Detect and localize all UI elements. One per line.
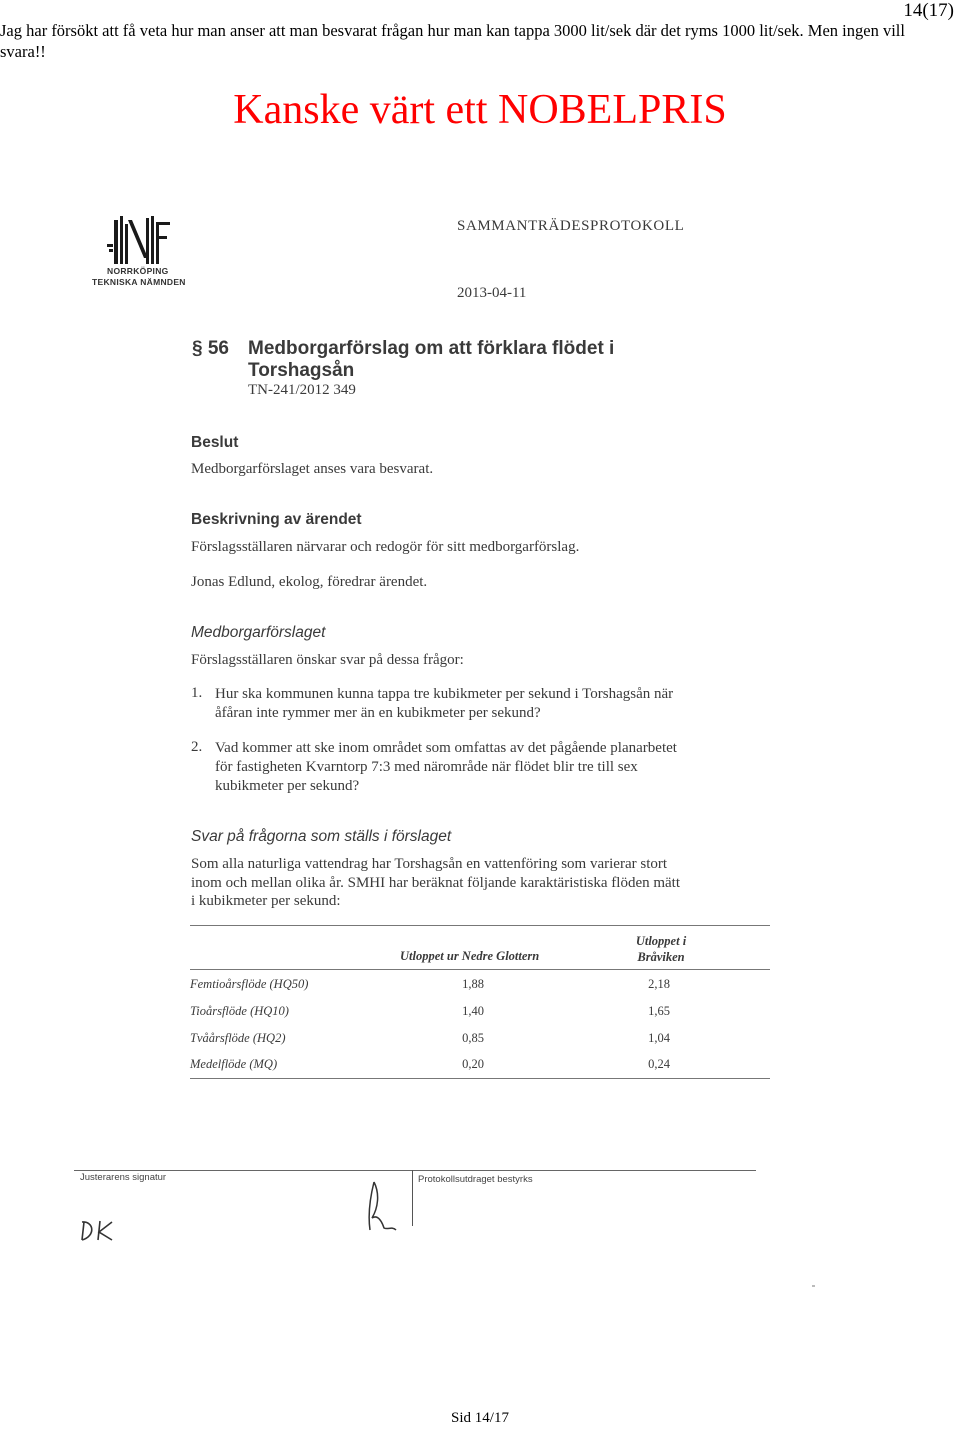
beskrivning-text-2: Jonas Edlund, ekolog, föredrar ärendet. [191, 574, 428, 590]
signature-divider [412, 1170, 413, 1226]
table-header-rule [190, 969, 770, 970]
logo-text-board: TEKNISKA NÄMNDEN [92, 277, 186, 287]
intro-text: Jag har försökt att få veta hur man anser att man besvarat frågan hur man kan tappa 3000 lit/sek där det ryms 1000 lit/sek. Men ingen vill svara!! [0, 21, 905, 61]
row-value-nedre-glottern: 0,20 [462, 1057, 484, 1071]
row-value-braviken: 1,65 [648, 1004, 670, 1018]
beskrivning-text-1: Förslagsställaren närvarar och redogör för sitt medborgarförslag. [191, 539, 580, 555]
section-title: Medborgarförslag om att förklara flödet i Torshagsån [248, 338, 615, 381]
question-1-text: Hur ska kommunen kunna tappa tre kubikmeter per sekund i Torshagsån när åfåran inte rymmer mer än en kubikmeter per sekund? [215, 686, 674, 721]
document-date: 2013-04-11 [457, 285, 527, 301]
col-header-braviken-line1: Utloppet i [635, 934, 687, 948]
beslut-heading: Beslut [191, 434, 239, 451]
answer-heading: Svar på frågorna som ställs i förslaget [191, 828, 452, 845]
logo-text-city: NORRKÖPING [107, 266, 169, 276]
handwritten-signature [358, 1178, 404, 1238]
row-value-braviken: 1,04 [648, 1031, 670, 1045]
row-value-braviken: 0,24 [648, 1057, 670, 1071]
row-value-nedre-glottern: 1,40 [462, 1004, 484, 1018]
scan-speck [812, 1285, 815, 1287]
initials-signature [78, 1218, 118, 1244]
row-label: Femtioårsflöde (HQ50) [190, 977, 309, 991]
row-value-nedre-glottern: 0,85 [462, 1031, 484, 1045]
row-label: Tvåårsflöde (HQ2) [190, 1031, 286, 1045]
beslut-text: Medborgarförslaget anses vara besvarat. [191, 461, 434, 477]
row-label: Tioårsflöde (HQ10) [190, 1004, 289, 1018]
table-top-rule [190, 925, 770, 926]
row-value-braviken: 2,18 [648, 977, 670, 991]
col-header-nedre-glottern: Utloppet ur Nedre Glottern [400, 949, 540, 963]
answer-text: Som alla naturliga vattendrag har Torshagsån en vattenföring som varierar stort inom och mellan olika år. SMHI har beräknat följande karaktäristiska flöden mätt i kubikmeter per sekund: [191, 856, 681, 909]
section-number: § 56 [192, 338, 229, 359]
medborgarforslag-intro: Förslagsställaren önskar svar på dessa frågor: [191, 652, 464, 668]
case-reference: TN-241/2012 349 [248, 382, 356, 398]
question-2-number: 2. [191, 739, 203, 755]
col-header-braviken-line2: Bråviken [637, 950, 685, 964]
row-value-nedre-glottern: 1,88 [462, 977, 484, 991]
table-bottom-rule [190, 1078, 770, 1079]
page-title: Kanske värt ett NOBELPRIS [233, 87, 727, 133]
signature-rule [74, 1170, 756, 1171]
medborgarforslag-heading: Medborgarförslaget [191, 624, 326, 641]
beskrivning-heading: Beskrivning av ärendet [191, 511, 362, 528]
signature-label-bestyrks: Protokollsutdraget bestyrks [418, 1174, 533, 1185]
document-type: SAMMANTRÄDESPROTOKOLL [457, 218, 685, 234]
page-footer: Sid 14/17 [451, 1410, 509, 1426]
page-counter: 14(17) [903, 0, 954, 21]
question-2-text: Vad kommer att ske inom området som omfattas av det pågående planarbetet för fastigheten Kvarntorp 7:3 med närområde när flödet blir tre till sex kubikmeter per sekund? [215, 740, 677, 794]
question-1-number: 1. [191, 685, 203, 701]
row-label: Medelflöde (MQ) [190, 1057, 278, 1071]
signature-label-justerare: Justerarens signatur [80, 1172, 167, 1183]
